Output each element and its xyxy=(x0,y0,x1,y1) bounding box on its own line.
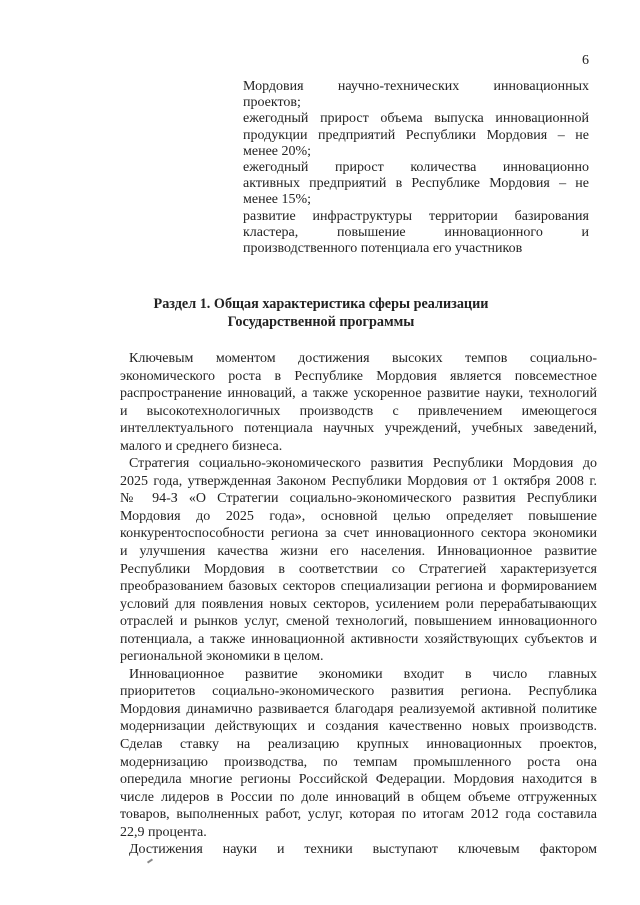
section-body xyxy=(120,350,597,859)
paragraph-line: конкурентоспособности региона за счет инновационного сектора экономики xyxy=(120,526,597,542)
goals-line: менее 15%; xyxy=(243,192,312,208)
goals-line: Мордовия научно-технических инновационных xyxy=(243,79,589,94)
paragraph-line: потенциала, а также инновационной активности хозяйствующих субъектов и xyxy=(120,631,597,647)
paragraph-line: отраслей и рынков услуг, сменой технологий, повышением инновационного xyxy=(120,614,597,630)
paragraph xyxy=(120,841,597,859)
paragraph-line: числе лидеров в России по доле инноваций в общем объеме отгруженных xyxy=(120,789,597,805)
goals-list-continuation xyxy=(243,79,589,257)
goals-line: менее 20%; xyxy=(243,143,312,159)
paragraph xyxy=(120,666,597,841)
paragraph-line: и высокотехнологичных производств с привлечением имеющегося xyxy=(120,403,597,419)
paragraph-line: Стратегия социально-экономического развития Республики Мордовия до xyxy=(129,456,597,472)
paragraph-line: опередила многие регионы Российской Федерации. Мордовия находится в xyxy=(120,772,597,788)
paragraph-line: и улучшения качества жизни его населения. Инновационное развитие xyxy=(120,544,597,560)
paragraph-line: Инновационное развитие экономики входит в число главных xyxy=(129,666,597,682)
goals-line: проектов; xyxy=(243,95,301,111)
goals-line: кластера, повышение инновационного и xyxy=(243,224,589,240)
paragraph-line: Достижения науки и техники выступают ключевым фактором xyxy=(129,842,597,858)
paragraph-line: распространение инноваций, а также ускоренное развитие науки, технологий xyxy=(120,386,597,402)
paragraph-line: региональной экономики в целом. xyxy=(120,649,324,665)
goals-line: ежегодный прирост объема выпуска инновационной xyxy=(243,111,589,127)
paragraph-line: Сделав ставку на реализацию крупных инновационных проектов, xyxy=(120,737,597,753)
section-heading-line: Государственной программы xyxy=(227,313,415,330)
paragraph-line: модернизации действующих и создания качественно новых производств. xyxy=(120,719,597,735)
paragraph-line: № 94-З «О Стратегии социально-экономического развития Республики xyxy=(120,491,597,507)
paragraph-line: Ключевым моментом достижения высоких темпов социально- xyxy=(129,351,597,366)
paragraph-line: Республики Мордовия в соответствии со Стратегией характеризуется xyxy=(120,561,597,577)
paragraph-line: приоритетов социально-экономического развития региона. Республика xyxy=(120,684,597,700)
section-heading-line: Раздел 1. Общая характеристика сферы реализации xyxy=(153,296,489,312)
goals-line: ежегодный прирост количества инновационно xyxy=(243,160,589,176)
paragraph-line: Мордовия до 2025 года», основной целью определяет повышение xyxy=(120,508,597,524)
scan-speck xyxy=(147,858,153,863)
goals-line: производственного потенциала его участников xyxy=(243,241,523,257)
paragraph-line: преобразованием базовых секторов специализации региона и формированием xyxy=(120,579,597,595)
section-heading xyxy=(120,296,522,331)
paragraph xyxy=(120,350,597,455)
paragraph-line: Мордовия динамично развивается благодаря реализуемой активной политике xyxy=(120,701,597,717)
paragraph xyxy=(120,455,597,666)
paragraph-line: 22,9 процента. xyxy=(120,824,207,840)
paragraph-line: товаров, выполненных работ, услуг, которая по итогам 2012 года составила xyxy=(120,807,597,823)
paragraph-line: интеллектуального потенциала научных учреждений, учебных заведений, xyxy=(120,421,597,437)
paragraph-line: модернизацию производства, по темпам промышленного роста она xyxy=(120,754,597,770)
paragraph-line: малого и среднего бизнеса. xyxy=(120,438,283,454)
paragraph-line: условий для появления новых секторов, усилением роли перерабатывающих xyxy=(120,596,597,612)
paragraph-line: 2025 года, утвержденная Законом Республики Мордовия от 1 октября 2008 г. xyxy=(120,473,597,489)
page-number: 6 xyxy=(582,53,589,68)
goals-line: активных предприятий в Республике Мордовия – не xyxy=(243,176,589,192)
paragraph-line: экономического роста в Республике Мордовия является повсеместное xyxy=(120,368,597,384)
goals-line: развитие инфраструктуры территории базирования xyxy=(243,208,589,224)
goals-line: продукции предприятий Республики Мордовия – не xyxy=(243,127,589,143)
